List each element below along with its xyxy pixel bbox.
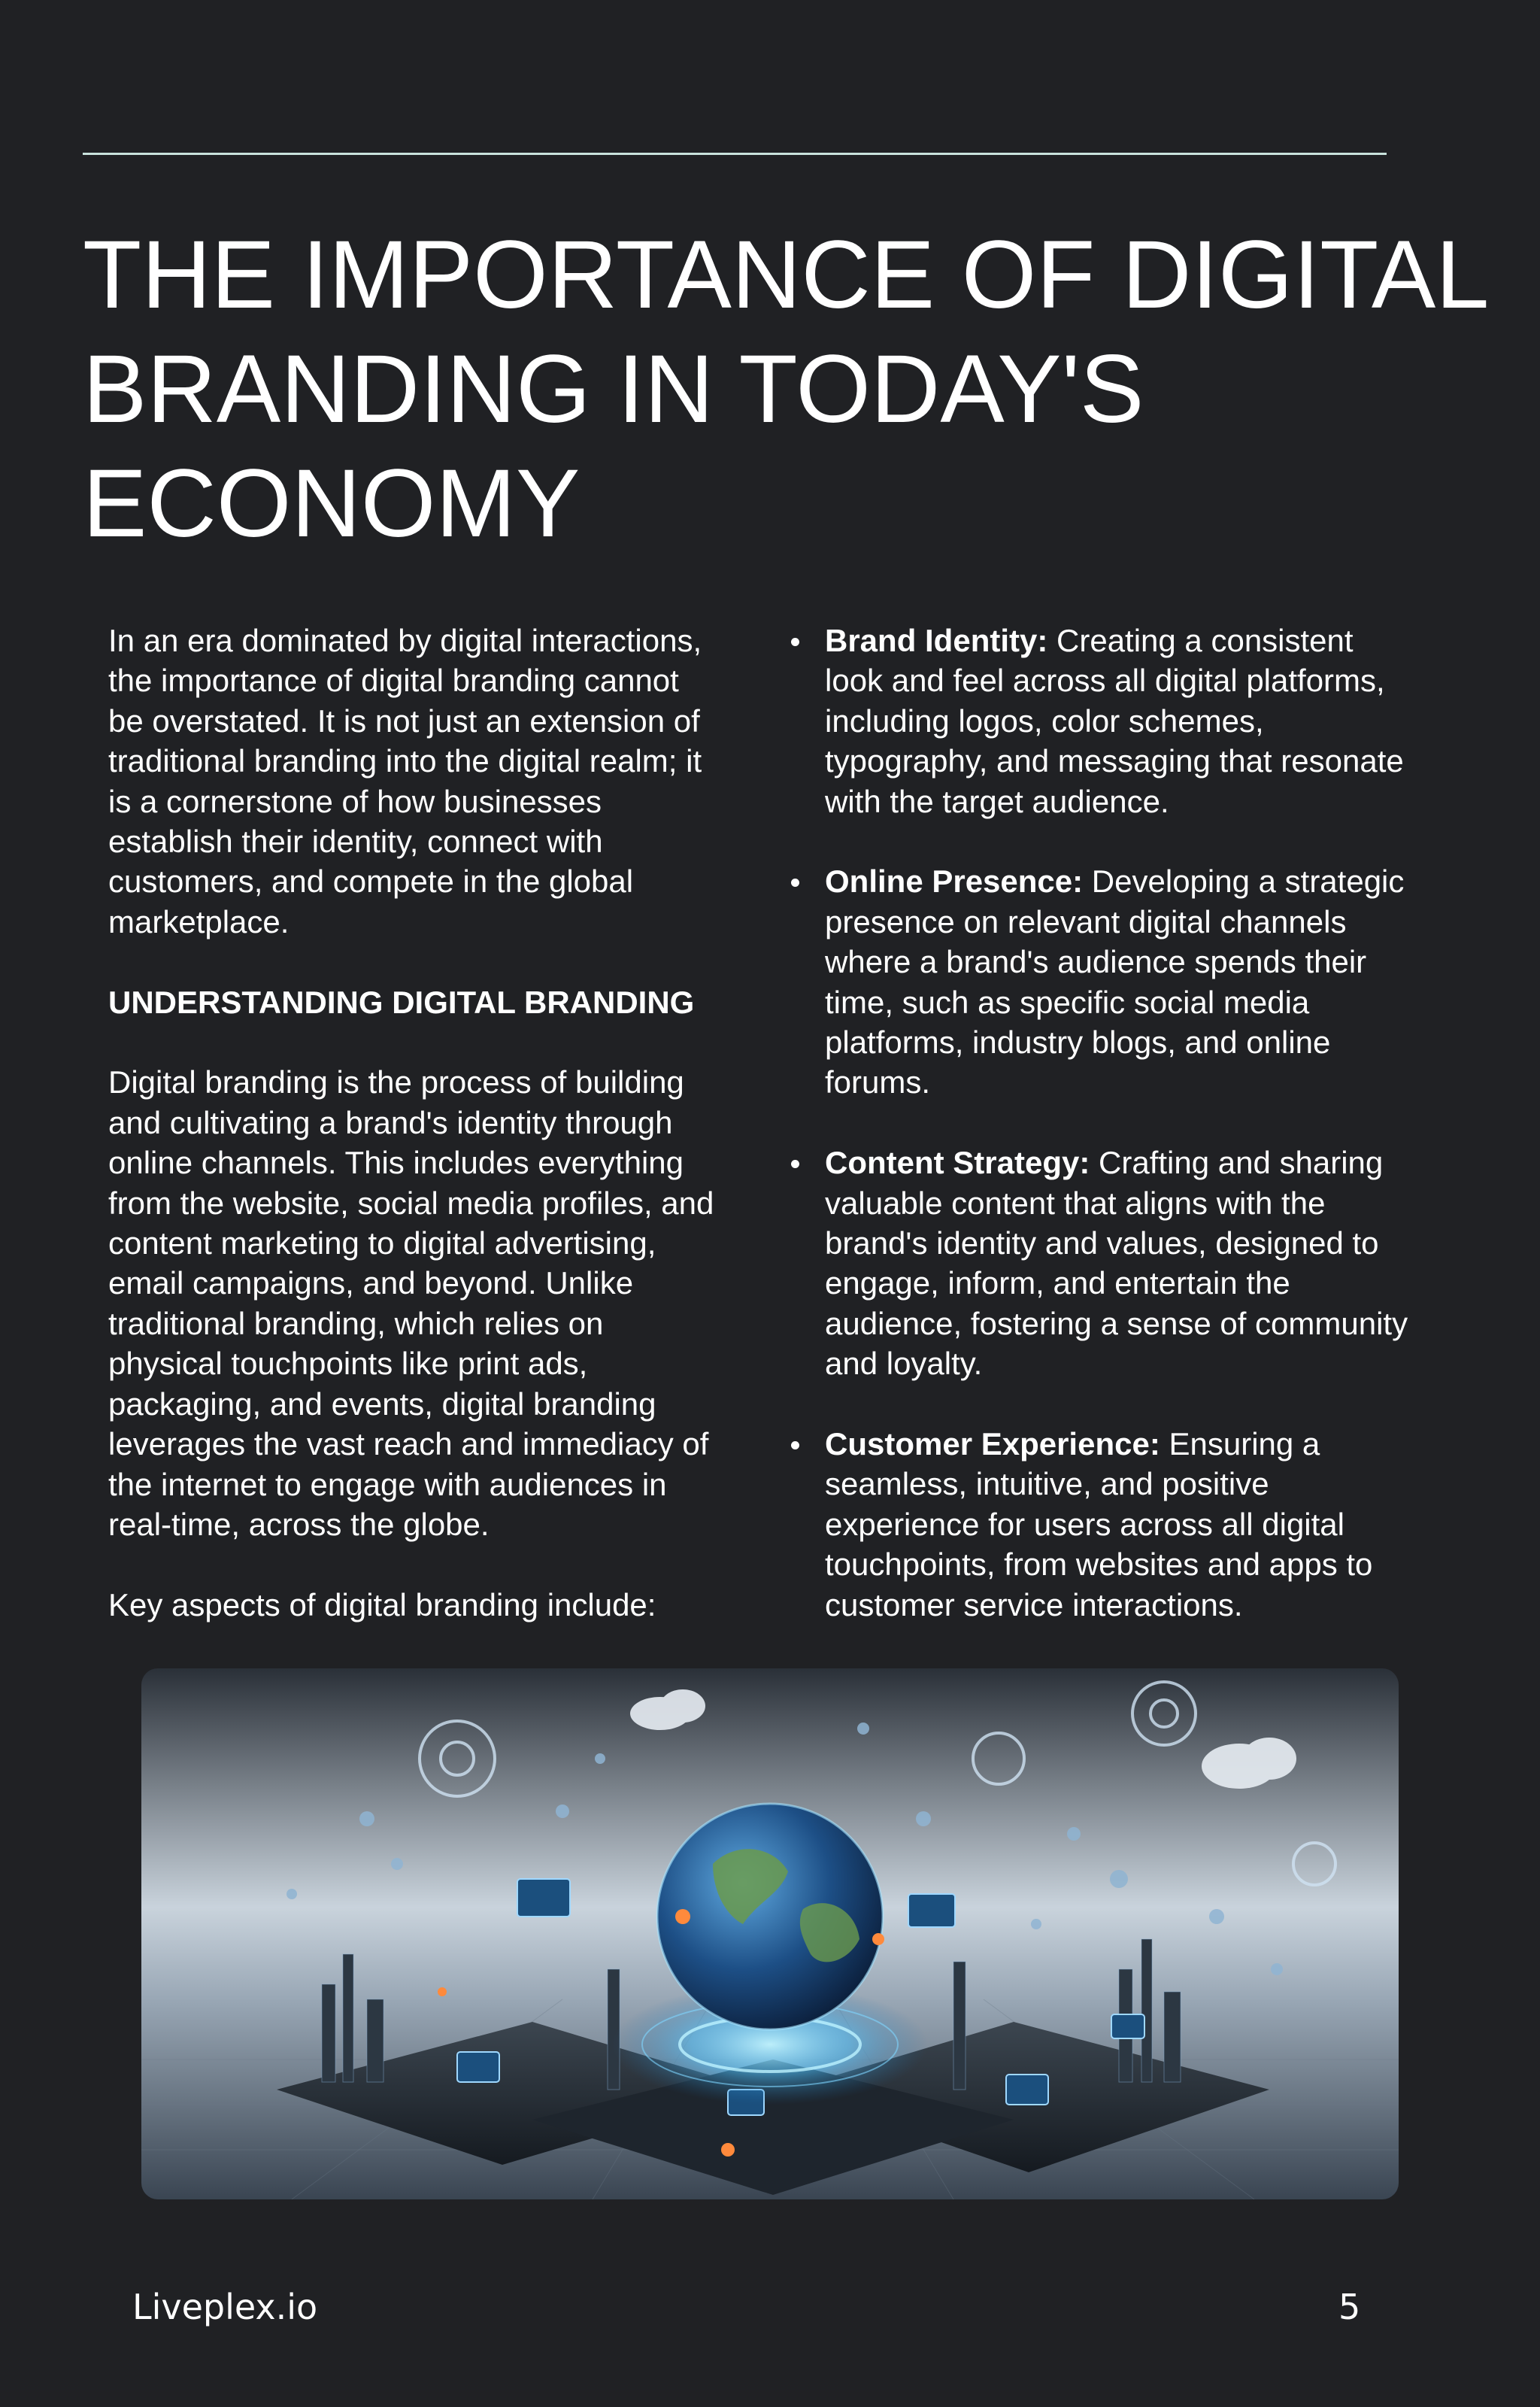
bullet-line: with the target audience. (825, 783, 1169, 819)
bullet-first-line (825, 621, 1433, 660)
section-line: leverages the vast reach and immediacy of (108, 1426, 709, 1462)
right-column (787, 621, 1433, 1625)
bullet-content-strategy (787, 1143, 1433, 1383)
bullet-line: presence on relevant digital channels (825, 903, 1347, 939)
left-column (108, 621, 747, 1625)
bullet-line: audience, fostering a sense of community (825, 1305, 1408, 1341)
bullet-line: including logos, color schemes, (825, 703, 1264, 739)
bullet-brand-identity (787, 621, 1433, 821)
page-number: 5 (1338, 2287, 1361, 2327)
bullet-line: forums. (825, 1064, 931, 1100)
bullet-first-line (825, 1424, 1433, 1464)
bullet-term: Content Strategy: (825, 1145, 1090, 1181)
bullet-line: seamless, intuitive, and positive (825, 1466, 1269, 1502)
bullet-line: touchpoints, from websites and apps to (825, 1546, 1373, 1583)
page-title-line: ECONOMY (83, 450, 581, 557)
intro-line: is a cornerstone of how businesses (108, 783, 602, 819)
bullet-line: look and feel across all digital platforms, (825, 663, 1385, 699)
section-line: packaging, and events, digital branding (108, 1386, 656, 1422)
intro-line: the importance of digital branding cannot (108, 663, 679, 699)
section-line: email campaigns, and beyond. Unlike (108, 1265, 634, 1301)
bullet-term: Brand Identity: (825, 623, 1048, 658)
section-line: the internet to engage with audiences in (108, 1466, 667, 1502)
bullet-dot-icon (791, 879, 799, 887)
digital-world-illustration (141, 1668, 1399, 2199)
bullet-term: Customer Experience: (825, 1426, 1160, 1462)
bullet-line: where a brand's audience spends their (825, 944, 1367, 980)
section-line: and cultivating a brand's identity through (108, 1104, 673, 1140)
bullet-line: brand's identity and values, designed to (825, 1225, 1379, 1261)
intro-line: In an era dominated by digital interactions, (108, 623, 702, 658)
bullet-line: valuable content that aligns with the (825, 1185, 1326, 1221)
footer-brand: Liveplex.io (132, 2287, 318, 2327)
section-line: content marketing to digital advertising, (108, 1225, 656, 1261)
bullet-term: Online Presence: (825, 864, 1084, 900)
intro-line: traditional branding into the digital realm; it (108, 743, 702, 779)
section-line: Digital branding is the process of building (108, 1064, 684, 1100)
intro-line: customers, and compete in the global (108, 864, 634, 900)
bullet-text: Crafting and sharing (1090, 1145, 1384, 1181)
section-line: traditional branding, which relies on (108, 1305, 604, 1341)
page-title-line: THE IMPORTANCE OF DIGITAL (83, 221, 1490, 329)
bullet-line: engage, inform, and entertain the (825, 1265, 1290, 1301)
bullet-first-line (825, 1143, 1433, 1182)
section-line: online channels. This includes everything (108, 1145, 684, 1181)
section-heading: UNDERSTANDING DIGITAL BRANDING (108, 984, 695, 1020)
page-title-line: BRANDING IN TODAY'S (83, 335, 1144, 443)
bullet-line: platforms, industry blogs, and online (825, 1024, 1331, 1061)
bullet-customer-experience (787, 1424, 1433, 1625)
bullet-line: typography, and messaging that resonate (825, 743, 1404, 779)
bullet-dot-icon (791, 1160, 799, 1168)
intro-line: be overstated. It is not just an extension of (108, 703, 700, 739)
bullet-line: customer service interactions. (825, 1586, 1243, 1622)
bullet-line: and loyalty. (825, 1346, 983, 1382)
page-title (83, 218, 1534, 561)
bullet-text: Creating a consistent (1047, 623, 1354, 658)
intro-paragraph (108, 621, 747, 942)
bullet-online-presence (787, 861, 1433, 1102)
section-line: physical touchpoints like print ads, (108, 1346, 588, 1382)
bullet-line: experience for users across all digital (825, 1506, 1344, 1542)
intro-line: establish their identity, connect with (108, 824, 603, 860)
section-paragraph (108, 1062, 747, 1544)
bullet-line: time, such as specific social media (825, 984, 1310, 1020)
intro-line: marketplace. (108, 903, 290, 939)
section-line: real-time, across the globe. (108, 1506, 490, 1542)
key-aspects-intro: Key aspects of digital branding include: (108, 1586, 656, 1622)
bullet-dot-icon (791, 1441, 799, 1449)
bullet-text: Developing a strategic (1083, 864, 1405, 900)
section-line: from the website, social media profiles, and (108, 1185, 714, 1221)
bullet-dot-icon (791, 638, 799, 646)
bullet-first-line (825, 861, 1433, 901)
top-divider-rule (83, 153, 1387, 155)
bullet-text: Ensuring a (1160, 1426, 1320, 1462)
